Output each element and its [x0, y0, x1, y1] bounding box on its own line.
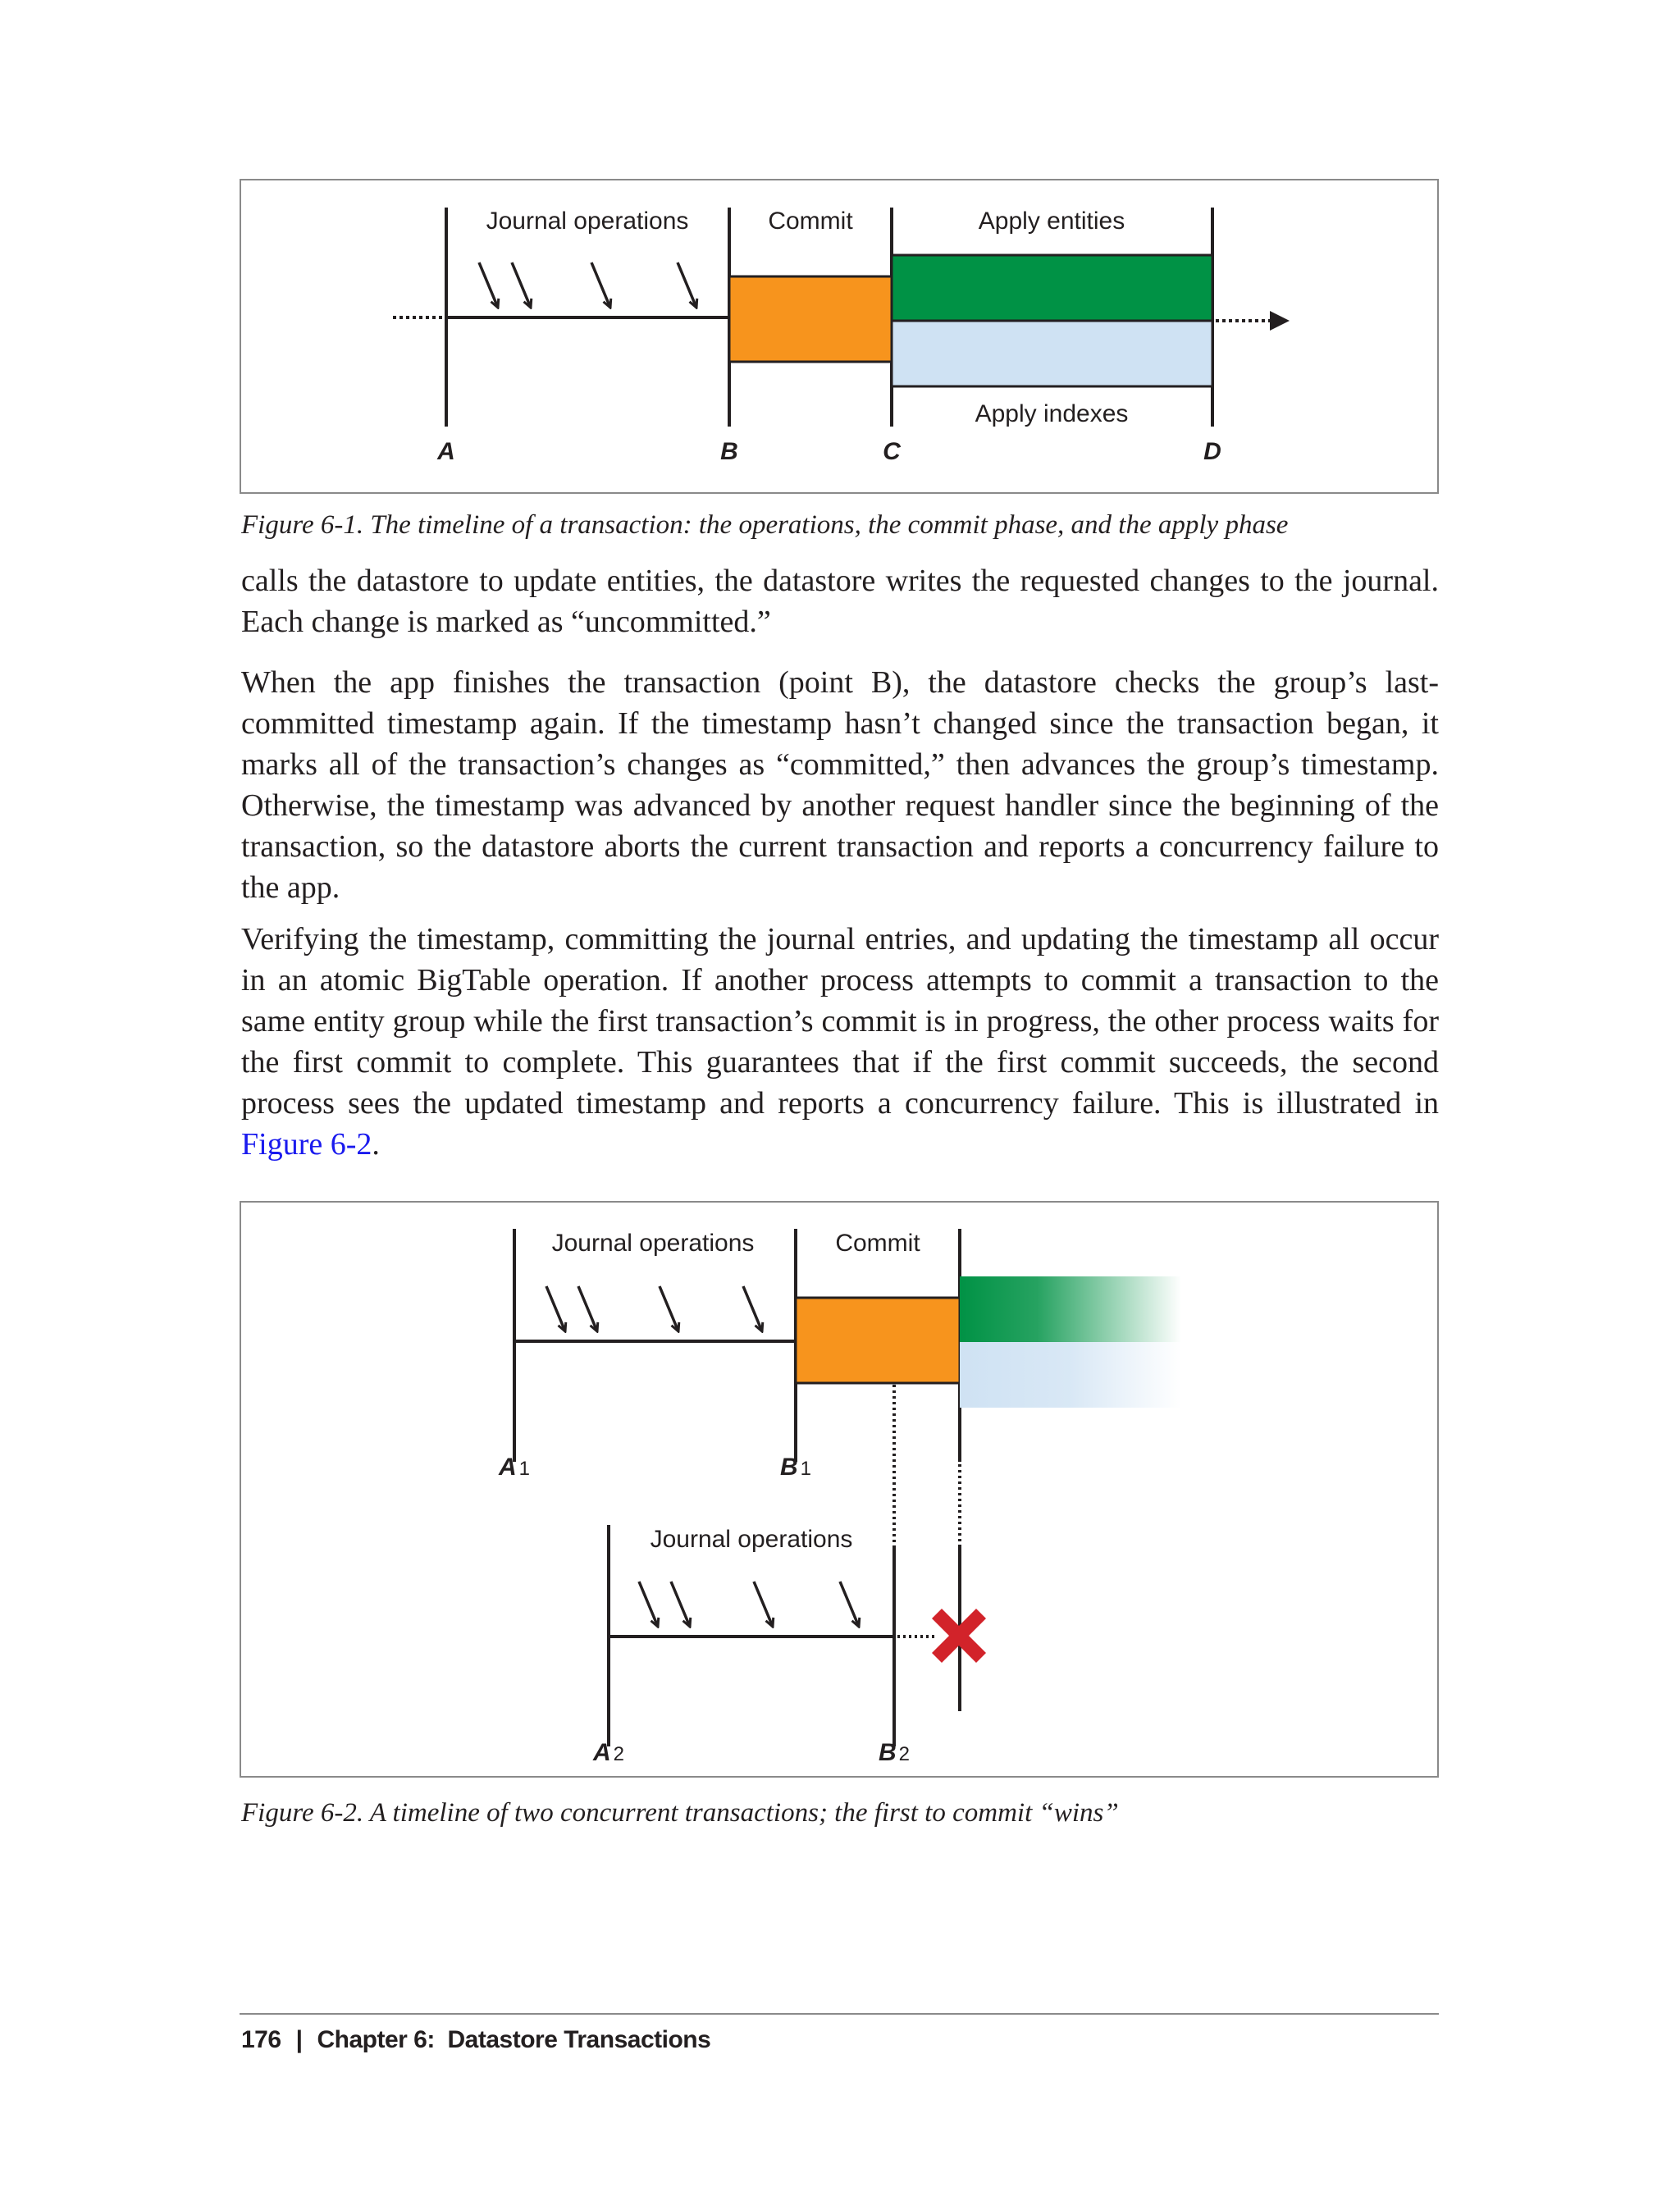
t1-commit-bar [796, 1298, 960, 1383]
journal-op-arrow [512, 262, 531, 308]
journal-op-arrow [639, 1582, 658, 1627]
figure-6-1-caption: Figure 6-1. The timeline of a transaction: the operations, the commit phase, and the apply phase [241, 510, 1289, 540]
commit-bar [729, 276, 892, 362]
figure-6-2-link[interactable]: Figure 6-2 [241, 1127, 372, 1162]
journal-op-arrow [591, 262, 610, 308]
point-b-label: B [720, 438, 738, 465]
body-paragraph-3 [241, 919, 1439, 1165]
point-d-label: D [1203, 438, 1221, 465]
page-footer [241, 2025, 710, 2056]
point-a2-letter: A [592, 1739, 611, 1766]
point-a-label: A [437, 438, 455, 465]
figure-6-1 [240, 179, 1439, 494]
journal-op-arrow [546, 1286, 565, 1331]
t1-apply-indexes-bar-fading [960, 1342, 1181, 1408]
t2-journal-operations-label: Journal operations [650, 1526, 853, 1553]
apply-indexes-bar [892, 321, 1212, 386]
point-a2-subscript: 2 [613, 1743, 625, 1765]
t1-journal-operations-label: Journal operations [551, 1230, 755, 1257]
body-paragraph-3-text: Verifying the timestamp, committing the journal entries, and updating the timestamp all occur in an atomic BigTable operation. If another process attempts to commit a transaction to the same entity group while the first transaction’s commit is in progress, the other process waits for the first commit to complete. This guarantees that if the first commit succeeds, the second process sees the updated timestamp and reports a concurrency failure. This is illustrated in [241, 922, 1439, 1121]
point-b1-subscript: 1 [800, 1458, 812, 1480]
chapter-title: Chapter 6: Datastore Transactions [317, 2026, 711, 2053]
point-b2-label [879, 1739, 910, 1766]
body-paragraph-1: calls the datastore to update entities, the datastore writes the requested changes to the journal. Each change is marked as “uncommitted.” [241, 564, 1439, 639]
point-a1-letter: A [498, 1454, 517, 1481]
journal-operations-label: Journal operations [486, 208, 689, 235]
apply-entities-bar [892, 255, 1212, 321]
body-paragraph-3-end: . [372, 1127, 380, 1162]
figure-6-2-caption: Figure 6-2. A timeline of two concurrent transactions; the first to commit “wins” [241, 1798, 1119, 1828]
point-b2-letter: B [878, 1739, 897, 1766]
apply-entities-label: Apply entities [978, 208, 1125, 235]
journal-op-arrow [840, 1582, 859, 1627]
journal-op-arrow [754, 1582, 773, 1627]
journal-op-arrow [578, 1286, 597, 1331]
journal-op-arrow [678, 262, 696, 308]
footer-rule [240, 2013, 1439, 2015]
journal-op-arrow [479, 262, 498, 308]
commit-label: Commit [768, 208, 853, 235]
footer-separator: | [295, 2026, 303, 2053]
point-c-label: C [883, 438, 901, 465]
t1-commit-label: Commit [835, 1230, 920, 1257]
point-b2-subscript: 2 [898, 1743, 911, 1765]
t1-apply-entities-bar-fading [960, 1276, 1181, 1342]
point-b1-label [780, 1454, 811, 1481]
figure-6-2 [240, 1201, 1439, 1778]
point-a1-subscript: 1 [518, 1458, 531, 1480]
point-b1-letter: B [779, 1454, 798, 1481]
point-a2-label [592, 1739, 624, 1766]
page-number: 176 [241, 2026, 281, 2053]
body-paragraph-2: When the app finishes the transaction (point B), the datastore checks the group’s last-committed timestamp again. If the timestamp hasn’t changed since the transaction began, it marks all of the transaction’s changes as “committed,” then advances the group’s timestamp. Otherwise, the timestamp was advanced by another request handler since the beginning of the transaction, so the datastore aborts the current transaction and reports a concurrency failure to the app. [241, 665, 1439, 905]
journal-op-arrow [743, 1286, 762, 1331]
journal-op-arrow [671, 1582, 690, 1627]
journal-op-arrow [660, 1286, 678, 1331]
apply-indexes-label: Apply indexes [975, 400, 1129, 427]
figure-6-2-diagram [241, 1203, 1440, 1779]
point-a1-label [498, 1454, 530, 1481]
figure-6-1-diagram [241, 180, 1440, 495]
